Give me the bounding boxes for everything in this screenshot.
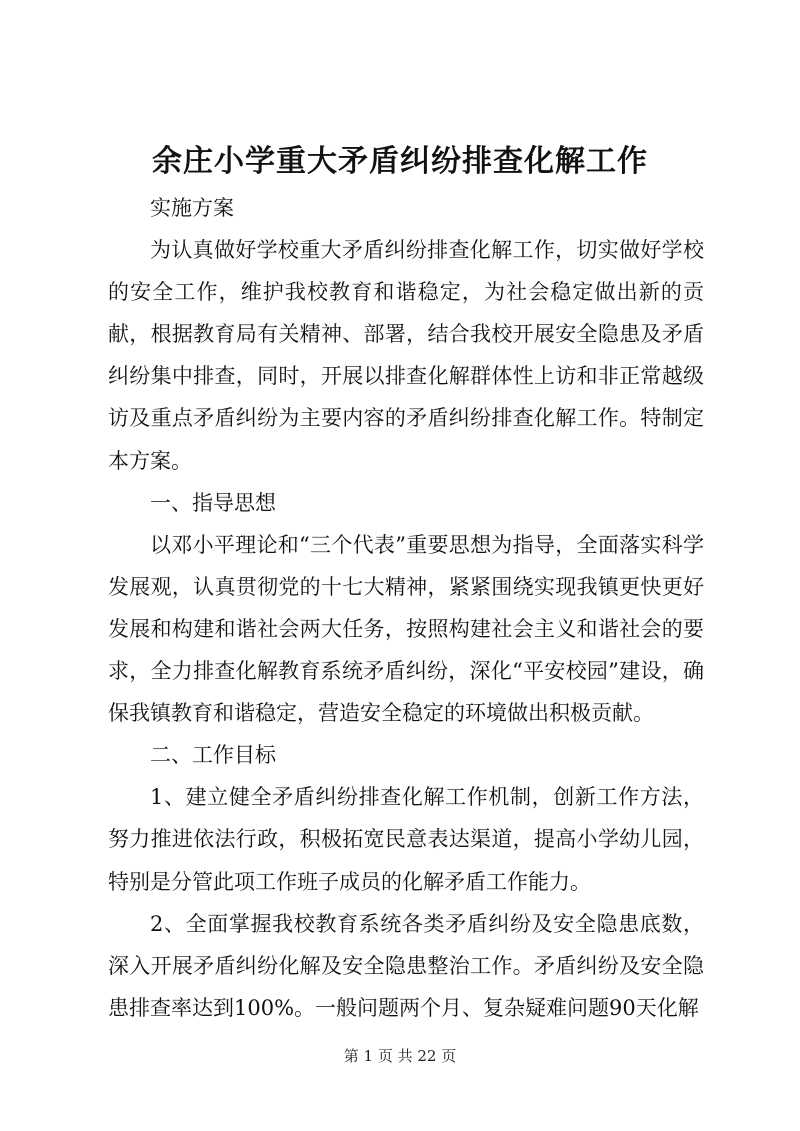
page-number-footer: 第 1 页 共 22 页 xyxy=(343,1047,457,1065)
document-subtitle: 实施方案 xyxy=(150,196,234,220)
section-heading-work-goals: 二、工作目标 xyxy=(150,743,276,768)
intro-paragraph: 为认真做好学校重大矛盾纠纷排查化解工作，切实做好学校的安全工作，维护我校教育和谐稳定，为社会稳定做出新的贡献，根据教育局有关精神、部署，结合我校开展安全隐患及矛盾纠纷集中排查，同时，开展以排查化解群体性上访和非正常越级访及重点矛盾纠纷为主要内容的矛盾纠纷排查化解工作。特制定本方案。 xyxy=(108,238,704,473)
goal-item-1: 1、建立健全矛盾纠纷排查化解工作机制，创新工作方法，努力推进依法行政，积极拓宽民意表达渠道，提高小学幼儿园，特别是分管此项工作班子成员的化解矛盾工作能力。 xyxy=(108,785,704,894)
goal-item-2: 2、全面掌握我校教育系统各类矛盾纠纷及安全隐患底数，深入开展矛盾纠纷化解及安全隐患整治工作。矛盾纠纷及安全隐患排查率达到100%。一般问题两个月、复杂疑难问题90天化解 xyxy=(108,911,704,1020)
section-heading-guiding-thought: 一、指导思想 xyxy=(150,490,276,515)
document-body xyxy=(108,187,704,1029)
document-title: 余庄小学重大矛盾纠纷排查化解工作 xyxy=(152,144,648,179)
guiding-thought-paragraph: 以邓小平理论和“三个代表”重要思想为指导，全面落实科学发展观，认真贯彻党的十七大精神，紧紧围绕实现我镇更快更好发展和构建和谐社会两大任务，按照构建社会主义和谐社会的要求，全力排查化解教育系统矛盾纠纷，深化“平安校园”建设，确保我镇教育和谐稳定，营造安全稳定的环境做出积极贡献。 xyxy=(108,532,704,726)
